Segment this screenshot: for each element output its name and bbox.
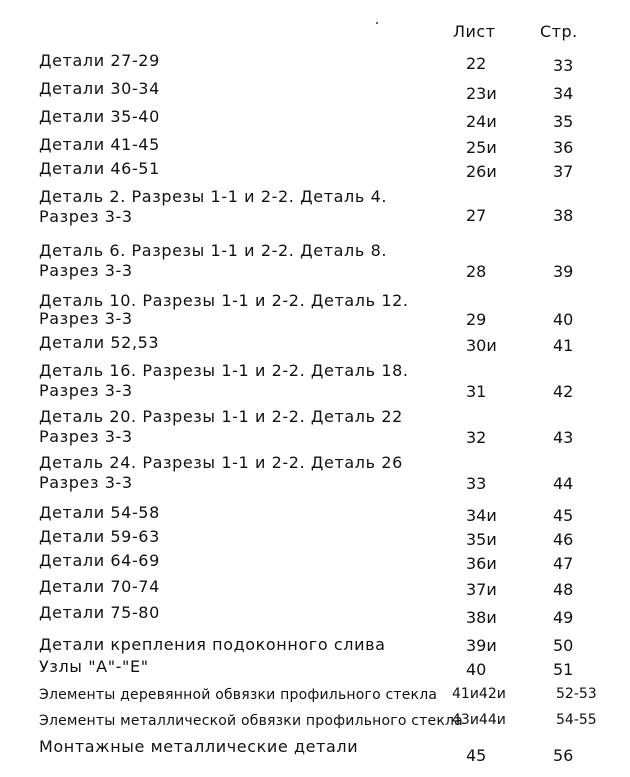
row-title: Детали 41-45 bbox=[39, 135, 160, 154]
row-page-number: 54-55 bbox=[556, 712, 597, 728]
row-page-number: 46 bbox=[553, 530, 574, 549]
row-title: Деталь 10. Разрезы 1-1 и 2-2. Деталь 12. bbox=[39, 291, 409, 310]
row-title: Детали 30-34 bbox=[39, 79, 160, 98]
row-title: Элементы металлической обвязки профильного стекла bbox=[39, 713, 463, 729]
row-title-continuation: Разрез 3-3 bbox=[39, 473, 133, 492]
row-title: Деталь 6. Разрезы 1-1 и 2-2. Деталь 8. bbox=[39, 241, 388, 260]
row-title: Деталь 24. Разрезы 1-1 и 2-2. Деталь 26 bbox=[39, 453, 403, 472]
row-sheet-number: 24и bbox=[466, 112, 497, 131]
row-page-number: 48 bbox=[553, 580, 574, 599]
row-page-number: 34 bbox=[553, 84, 574, 103]
row-title-continuation: Разрез 3-3 bbox=[39, 309, 133, 328]
row-page-number: 44 bbox=[553, 474, 574, 493]
row-title: Деталь 16. Разрезы 1-1 и 2-2. Деталь 18. bbox=[39, 361, 409, 380]
row-title: Детали 64-69 bbox=[39, 551, 160, 570]
sheet-column-header: Лист bbox=[453, 22, 496, 41]
row-page-number: 51 bbox=[553, 660, 574, 679]
row-sheet-number: 41и42и bbox=[452, 686, 506, 702]
row-title: Детали крепления подоконного слива bbox=[39, 635, 386, 654]
row-sheet-number: 35и bbox=[466, 530, 497, 549]
row-title: Детали 27-29 bbox=[39, 51, 160, 70]
page-column-header: Стр. bbox=[540, 22, 578, 41]
row-page-number: 42 bbox=[553, 382, 574, 401]
row-sheet-number: 23и bbox=[466, 84, 497, 103]
row-title: Детали 35-40 bbox=[39, 107, 160, 126]
row-title: Детали 75-80 bbox=[39, 603, 160, 622]
row-page-number: 37 bbox=[553, 162, 574, 181]
row-sheet-number: 32 bbox=[466, 428, 487, 447]
row-page-number: 50 bbox=[553, 636, 574, 655]
row-title-continuation: Разрез 3-3 bbox=[39, 261, 133, 280]
row-page-number: 41 bbox=[553, 336, 574, 355]
ink-speck bbox=[376, 22, 378, 24]
row-title: Элементы деревянной обвязки профильного стекла bbox=[39, 687, 438, 703]
row-title-continuation: Разрез 3-3 bbox=[39, 427, 133, 446]
row-sheet-number: 30и bbox=[466, 336, 497, 355]
row-sheet-number: 34и bbox=[466, 506, 497, 525]
row-sheet-number: 43и44и bbox=[452, 712, 506, 728]
row-title: Детали 54-58 bbox=[39, 503, 160, 522]
row-title: Детали 46-51 bbox=[39, 159, 160, 178]
row-sheet-number: 37и bbox=[466, 580, 497, 599]
row-sheet-number: 25и bbox=[466, 138, 497, 157]
row-page-number: 49 bbox=[553, 608, 574, 627]
row-title-continuation: Разрез 3-3 bbox=[39, 381, 133, 400]
row-title: Монтажные металлические детали bbox=[39, 737, 359, 756]
row-sheet-number: 40 bbox=[466, 660, 487, 679]
row-page-number: 45 bbox=[553, 506, 574, 525]
row-title: Деталь 20. Разрезы 1-1 и 2-2. Деталь 22 bbox=[39, 407, 403, 426]
row-page-number: 40 bbox=[553, 310, 574, 329]
row-title-continuation: Разрез 3-3 bbox=[39, 207, 133, 226]
row-page-number: 36 bbox=[553, 138, 574, 157]
row-sheet-number: 38и bbox=[466, 608, 497, 627]
row-page-number: 56 bbox=[553, 746, 574, 765]
row-page-number: 38 bbox=[553, 206, 574, 225]
row-title: Детали 70-74 bbox=[39, 577, 160, 596]
row-title: Детали 59-63 bbox=[39, 527, 160, 546]
row-page-number: 47 bbox=[553, 554, 574, 573]
row-sheet-number: 26и bbox=[466, 162, 497, 181]
row-sheet-number: 33 bbox=[466, 474, 487, 493]
row-sheet-number: 36и bbox=[466, 554, 497, 573]
row-sheet-number: 31 bbox=[466, 382, 487, 401]
row-page-number: 43 bbox=[553, 428, 574, 447]
row-sheet-number: 39и bbox=[466, 636, 497, 655]
row-sheet-number: 29 bbox=[466, 310, 487, 329]
row-title: Деталь 2. Разрезы 1-1 и 2-2. Деталь 4. bbox=[39, 187, 388, 206]
row-sheet-number: 28 bbox=[466, 262, 487, 281]
row-sheet-number: 45 bbox=[466, 746, 487, 765]
row-page-number: 52-53 bbox=[556, 686, 597, 702]
row-page-number: 33 bbox=[553, 56, 574, 75]
row-title: Детали 52,53 bbox=[39, 333, 160, 352]
row-sheet-number: 22 bbox=[466, 54, 487, 73]
row-page-number: 35 bbox=[553, 112, 574, 131]
row-sheet-number: 27 bbox=[466, 206, 487, 225]
row-title: Узлы "А"-"Е" bbox=[39, 657, 149, 676]
row-page-number: 39 bbox=[553, 262, 574, 281]
